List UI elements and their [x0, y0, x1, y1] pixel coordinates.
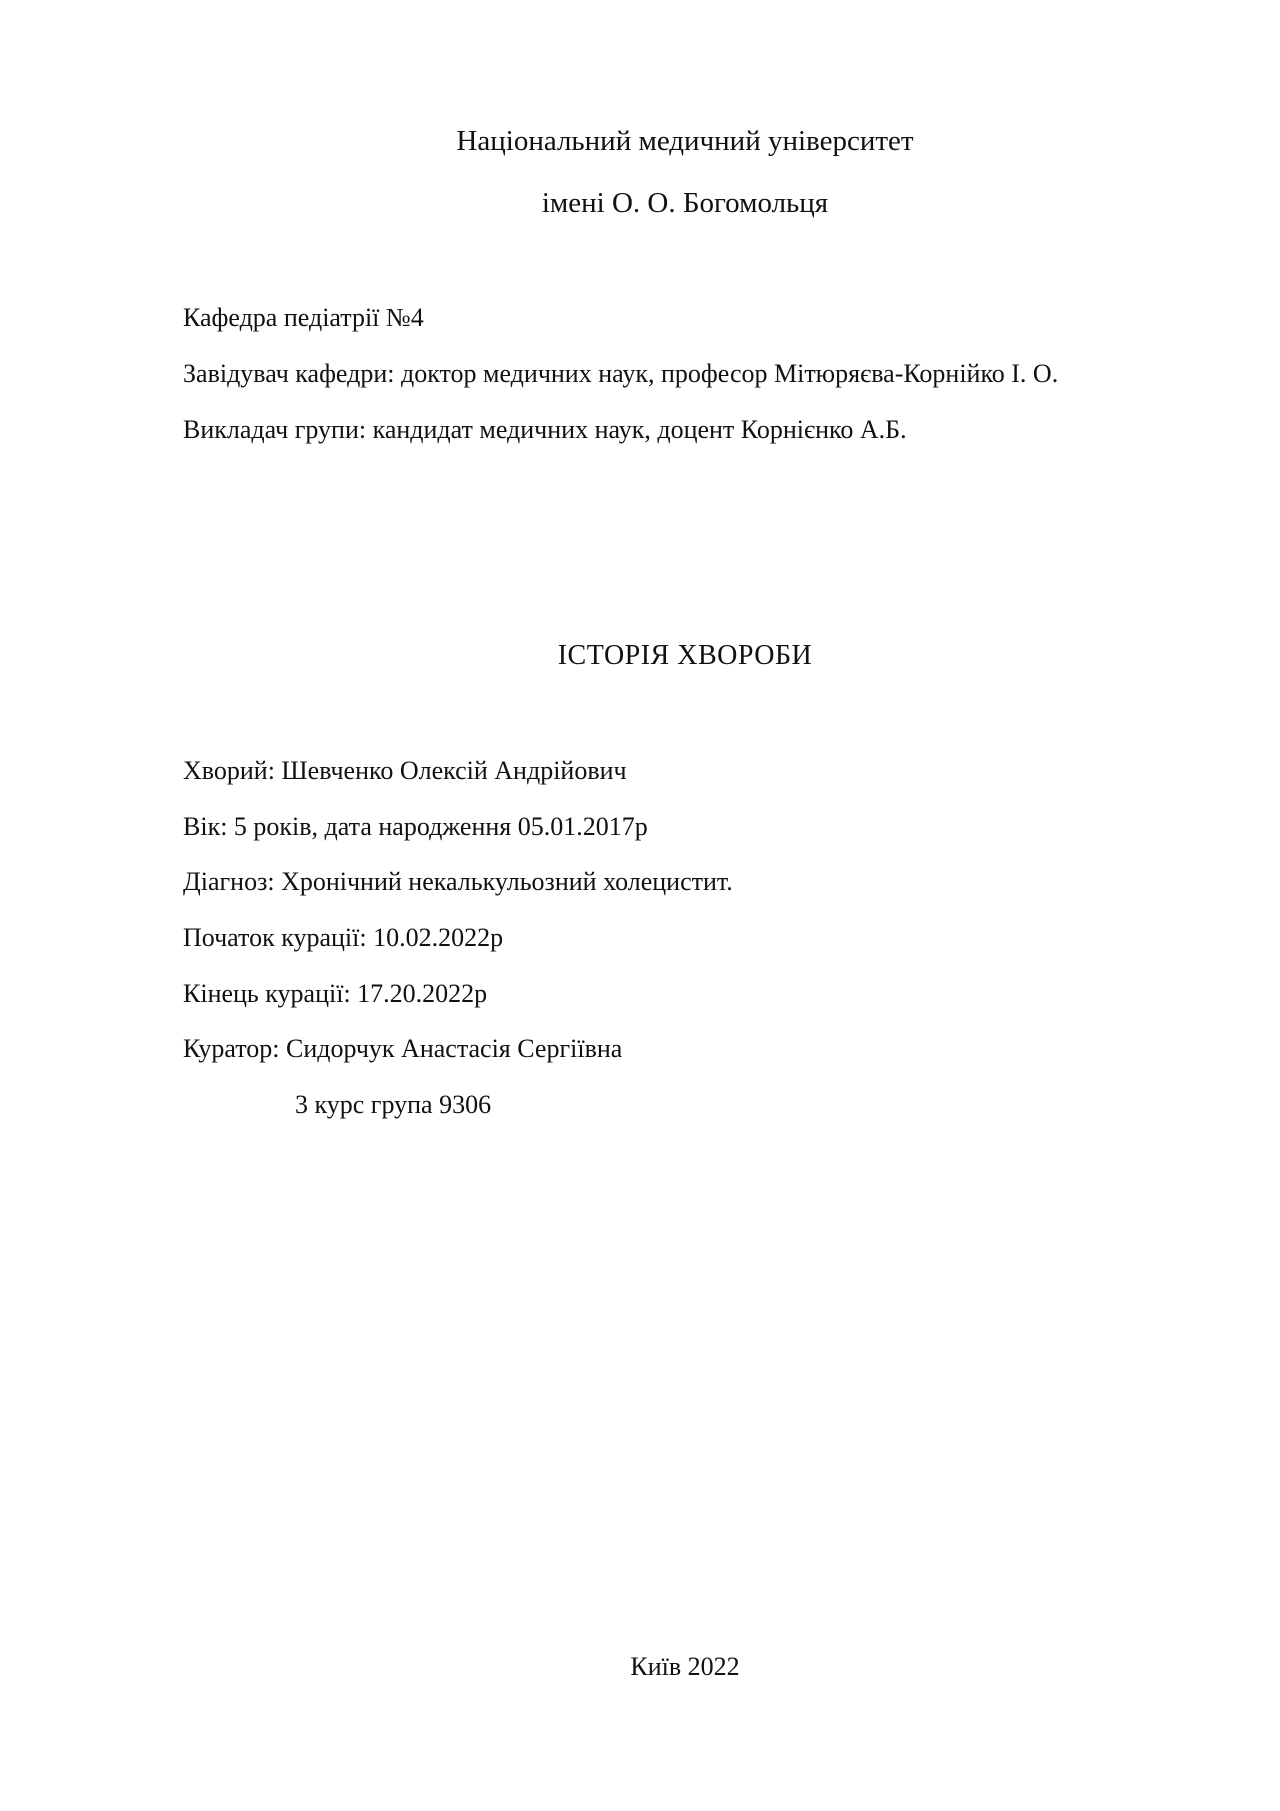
patient-diagnosis: Діагноз: Хронічний некалькульозний холецистит.: [183, 867, 733, 896]
document-title: ІСТОРІЯ ХВОРОБИ: [557, 640, 813, 671]
patient-name: Хворий: Шевченко Олексій Андрійович: [183, 756, 627, 785]
city-year: Київ 2022: [630, 1652, 740, 1681]
curation-start: Початок курації: 10.02.2022р: [183, 923, 504, 952]
department-head: Завідувач кафедри: доктор медичних наук, професор Мітюряєва-Корнійко І. О.: [183, 359, 1059, 388]
department-name: Кафедра педіатрії №4: [183, 303, 424, 332]
patient-age: Вік: 5 років, дата народження 05.01.2017р: [183, 812, 648, 841]
university-name-line1: Національний медичний університет: [456, 125, 914, 157]
curator-name: Куратор: Сидорчук Анастасія Сергіївна: [183, 1034, 623, 1063]
university-name-line2: імені О. О. Богомольця: [541, 187, 829, 219]
group-teacher: Викладач групи: кандидат медичних наук, доцент Корнієнко А.Б.: [183, 415, 907, 444]
curator-group: 3 курс група 9306: [295, 1090, 492, 1119]
curation-end: Кінець курації: 17.20.2022р: [183, 979, 488, 1008]
